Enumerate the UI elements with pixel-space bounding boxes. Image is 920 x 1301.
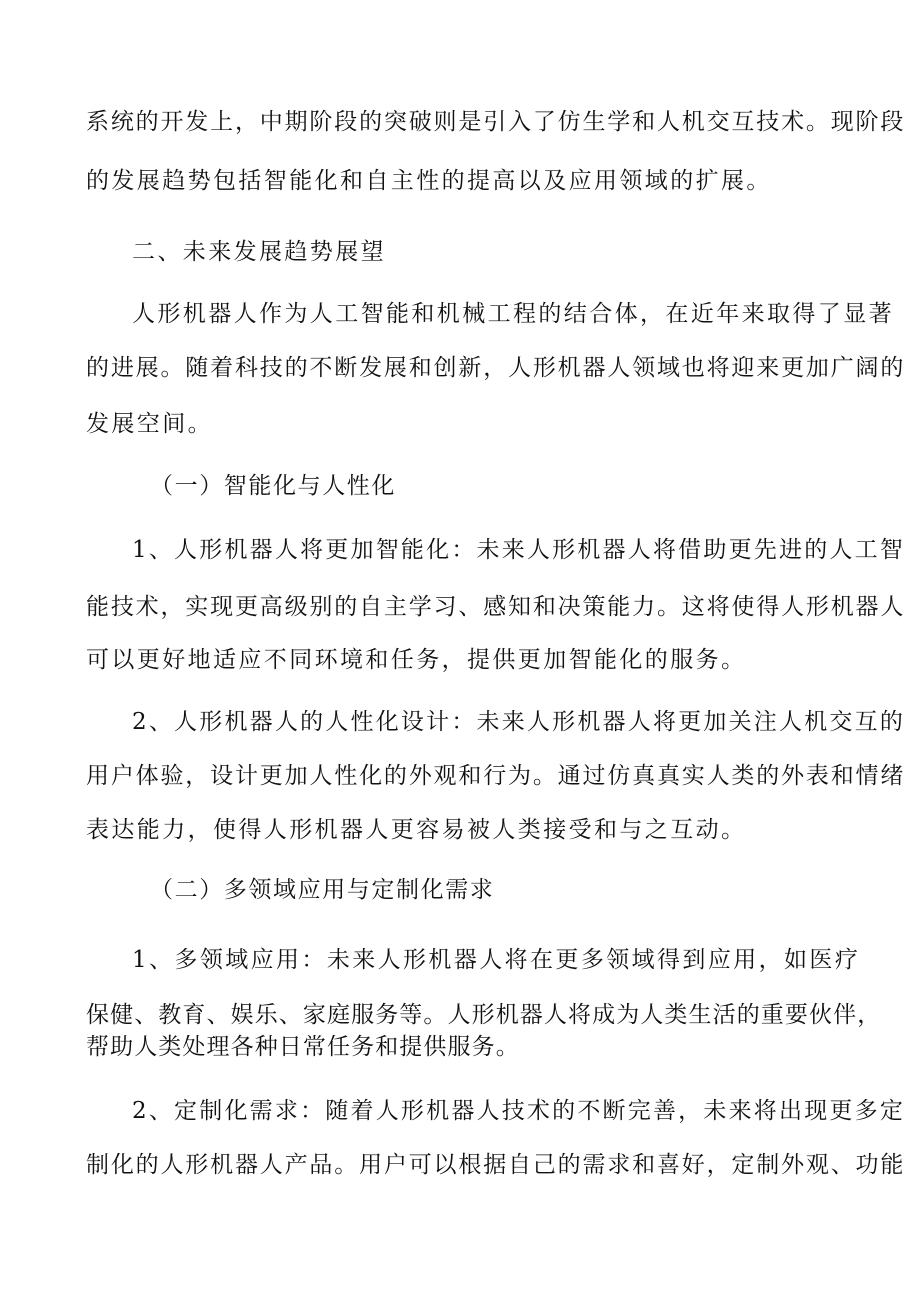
- subsection-heading-1: （一）智能化与人性化: [150, 473, 396, 499]
- item-1-2-line-1: 2、人形机器人的人性化设计：未来人形机器人将更加关注人机交互的: [132, 709, 906, 735]
- section-para-line-1: 人形机器人作为人工智能和机械工程的结合体，在近年来取得了显著: [132, 301, 894, 327]
- item-1-2-line-3: 表达能力，使得人形机器人更容易被人类接受和与之互动。: [86, 817, 747, 843]
- item-2-1-line-3: 帮助人类处理各种日常任务和提供服务。: [86, 1034, 520, 1060]
- item-1-1-line-2: 能技术，实现更高级别的自主学习、感知和决策能力。这将使得人形机器人: [86, 594, 906, 620]
- section-para-line-2: 的进展。随着科技的不断发展和创新，人形机器人领域也将迎来更加广阔的: [86, 355, 906, 381]
- item-2-1-line-1: 1、多领域应用：未来人形机器人将在更多领域得到应用，如医疗: [132, 947, 861, 973]
- item-1-1-line-1: 1、人形机器人将更加智能化：未来人形机器人将借助更先进的人工智: [132, 537, 906, 563]
- item-2-2-line-1: 2、定制化需求：随着人形机器人技术的不断完善，未来将出现更多定: [132, 1098, 906, 1124]
- intro-line-1: 系统的开发上，中期阶段的突破则是引入了仿生学和人机交互技术。现阶段: [86, 109, 906, 135]
- section-para-line-3: 发展空间。: [86, 411, 213, 437]
- item-2-2-line-2: 制化的人形机器人产品。用户可以根据自己的需求和喜好，定制外观、功能: [86, 1152, 906, 1178]
- subsection-heading-2: （二）多领域应用与定制化需求: [150, 877, 495, 903]
- section-heading: 二、未来发展趋势展望: [132, 239, 386, 265]
- item-1-1-line-3: 可以更好地适应不同环境和任务，提供更加智能化的服务。: [86, 647, 747, 673]
- intro-line-2: 的发展趋势包括智能化和自主性的提高以及应用领域的扩展。: [86, 168, 772, 194]
- item-1-2-line-2: 用户体验，设计更加人性化的外观和行为。通过仿真真实人类的外表和情绪: [86, 763, 906, 789]
- item-2-1-line-2: 保健、教育、娱乐、家庭服务等。人形机器人将成为人类生活的重要伙伴，: [86, 1002, 882, 1028]
